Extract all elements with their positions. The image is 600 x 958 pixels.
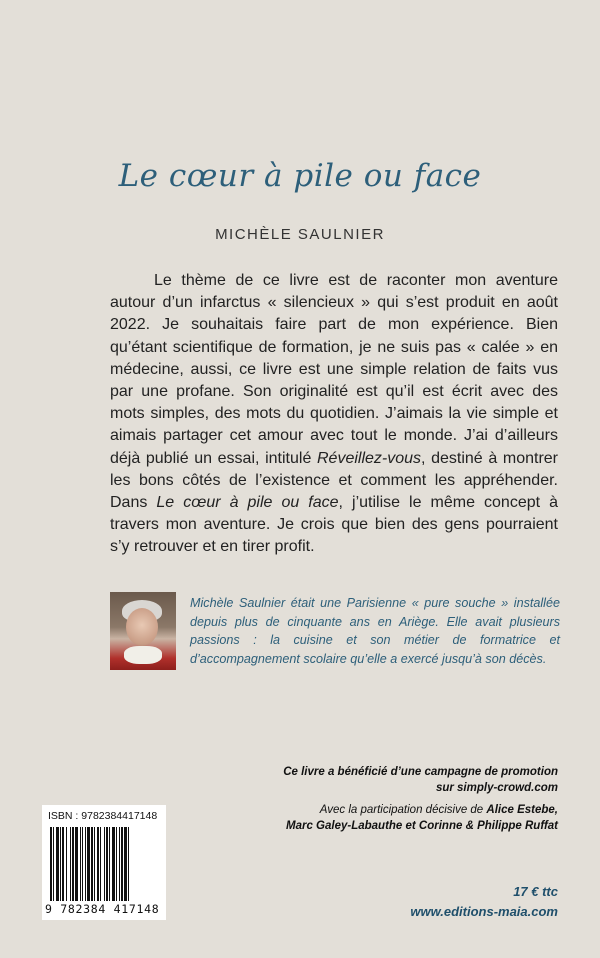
barcode-icon [50, 827, 162, 901]
promo-line-1: Ce livre a bénéficié d’une campagne de promotion [283, 766, 558, 778]
isbn-digits: 9 782384 417148 [45, 902, 160, 916]
author-bio: Michèle Saulnier était une Parisienne « pure souche » installée depuis plus de cinquante ans en Ariège. Elle avait plusieurs passions : la cuisine et son métier de formatrice et d’accompagnement scolaire qu’elle a exercé jusqu’à son décès. [190, 596, 560, 666]
author-photo [110, 592, 176, 670]
book-title-inline: Le cœur à pile ou face [156, 494, 339, 512]
blurb-text-3: , j’utilise le même concept à travers mon aventure. Je crois que bien des gens pourraient s’y retrouver et en tirer profit. [110, 494, 559, 556]
publisher-website: www.editions-maia.com [410, 904, 558, 919]
blurb-text-2: , destiné à montrer les bons côtés de l’existence et comment les appréhender. Dans [110, 449, 558, 512]
partners-line-1 [286, 802, 558, 818]
essay-title: Réveillez-vous [316, 449, 422, 467]
back-cover-blurb [110, 270, 558, 559]
isbn-label: ISBN : 9782384417148 [48, 810, 158, 822]
partners-line-2 [286, 818, 558, 834]
partner-name-1: Alice Estebe, [486, 804, 558, 816]
promo-notice [283, 764, 558, 796]
promo-line-2: sur simply-crowd.com [435, 782, 558, 794]
price: 17 € ttc [513, 884, 558, 899]
author-name: MICHÈLE SAULNIER [215, 226, 385, 243]
partner-names-2: Marc Galey-Labauthe et Corinne & Philippe Ruffat [286, 820, 558, 832]
blurb-text-1: Le thème de ce livre est de raconter mon aventure autour d’un infarctus « silencieux » qui s’est produit en août 2022. Je souhaitais faire part de mon expérience. Bien qu’étant scientifique de formation, je ne suis pas « calée » en médecine, aussi, ce livre est une simple relation de faits vus par une profane. Son originalité est qu’il est écrit avec des mots simples, des mots du quotidien. J’aimais la vie simple et aimais partager cet amour avec tout le monde. J’ai d’ailleurs déjà publié un essai, intitulé [110, 272, 558, 467]
blurb-paragraph [110, 270, 558, 559]
book-title: Le cœur à pile ou face [118, 158, 482, 194]
partners-prefix: Avec la participation décisive de [319, 804, 487, 816]
partners-notice [286, 802, 558, 834]
